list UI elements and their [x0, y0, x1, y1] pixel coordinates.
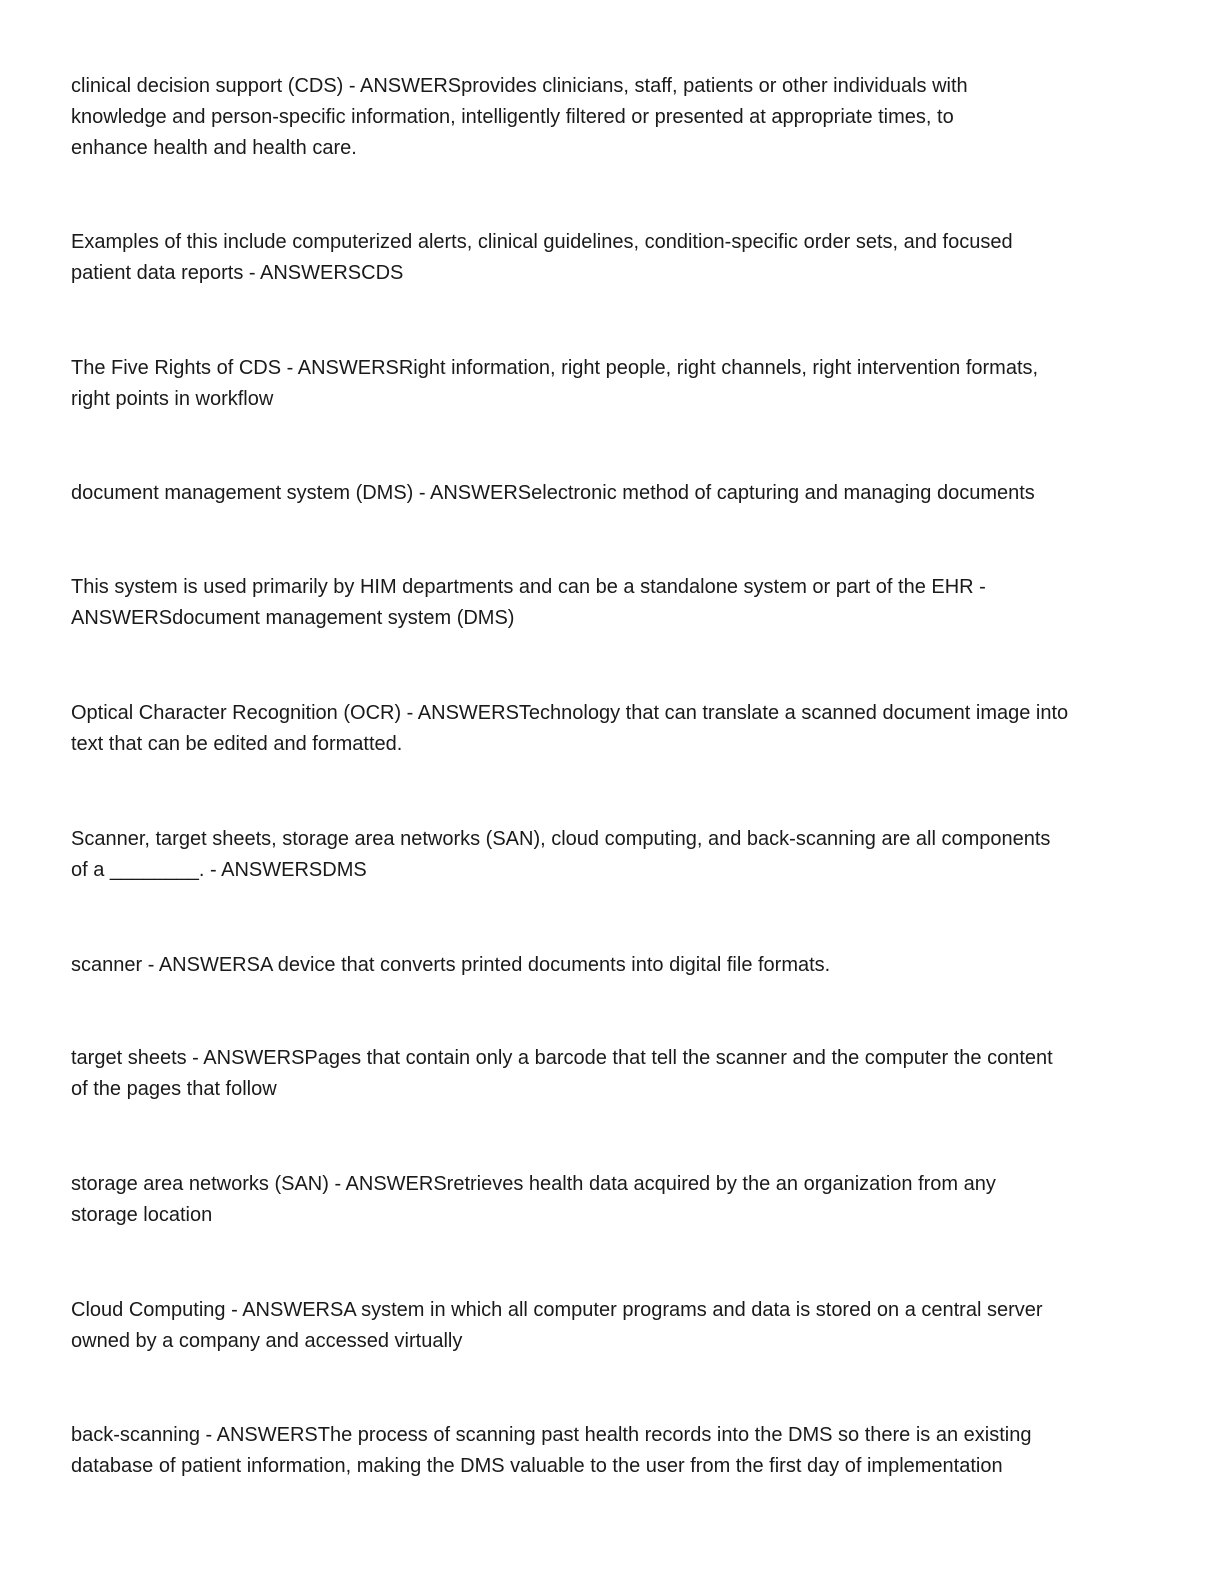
- entry-line: Cloud Computing - ANSWERSA system in which all computer programs and data is stored on a central server: [71, 1299, 1043, 1321]
- flashcard-entry-cds: [71, 71, 1151, 164]
- entry-line: knowledge and person-specific information, intelligently filtered or presented at appropriate times, to: [71, 106, 954, 128]
- entry-line: This system is used primarily by HIM departments and can be a standalone system or part of the EHR -: [71, 576, 986, 598]
- entry-line: The Five Rights of CDS - ANSWERSRight information, right people, right channels, right intervention formats,: [71, 357, 1039, 379]
- entry-line: of a ________. - ANSWERSDMS: [71, 859, 367, 881]
- entry-line: document management system (DMS) - ANSWERSelectronic method of capturing and managing documents: [71, 482, 1035, 504]
- entry-line: Examples of this include computerized alerts, clinical guidelines, condition-specific order sets, and focused: [71, 231, 1013, 253]
- entry-line: right points in workflow: [71, 388, 274, 410]
- entry-line: storage location: [71, 1204, 213, 1226]
- flashcard-entry-him-system: [71, 572, 1151, 634]
- entry-line: text that can be edited and formatted.: [71, 733, 403, 755]
- entry-line: storage area networks (SAN) - ANSWERSretrieves health data acquired by the an organization from any: [71, 1173, 996, 1195]
- entry-line: clinical decision support (CDS) - ANSWERSprovides clinicians, staff, patients or other individuals with: [71, 75, 968, 97]
- flashcard-entry-back-scanning: [71, 1420, 1151, 1482]
- entry-line: enhance health and health care.: [71, 137, 357, 159]
- flashcard-entry-cloud-computing: [71, 1295, 1151, 1357]
- flashcard-entry-ocr: [71, 698, 1151, 760]
- entry-line: back-scanning - ANSWERSThe process of scanning past health records into the DMS so there is an existing: [71, 1424, 1032, 1446]
- entry-line: database of patient information, making the DMS valuable to the user from the first day of implementation: [71, 1455, 1003, 1477]
- flashcard-entry-scanner: [71, 950, 1151, 981]
- flashcard-entry-target-sheets: [71, 1043, 1151, 1105]
- entry-line: patient data reports - ANSWERSCDS: [71, 262, 404, 284]
- entry-line: of the pages that follow: [71, 1078, 277, 1100]
- flashcard-entry-cds-examples: [71, 227, 1151, 289]
- entry-line: Scanner, target sheets, storage area networks (SAN), cloud computing, and back-scanning are all components: [71, 828, 1051, 850]
- flashcard-entry-dms-components: [71, 824, 1151, 886]
- flashcard-entry-dms: [71, 478, 1151, 509]
- entry-line: target sheets - ANSWERSPages that contain only a barcode that tell the scanner and the computer the content: [71, 1047, 1053, 1069]
- entry-line: Optical Character Recognition (OCR) - ANSWERSTechnology that can translate a scanned document image into: [71, 702, 1069, 724]
- entry-line: scanner - ANSWERSA device that converts printed documents into digital file formats.: [71, 954, 831, 976]
- entry-line: owned by a company and accessed virtually: [71, 1330, 463, 1352]
- flashcard-entry-san: [71, 1169, 1151, 1231]
- entry-line: ANSWERSdocument management system (DMS): [71, 607, 515, 629]
- flashcard-entry-five-rights: [71, 353, 1151, 415]
